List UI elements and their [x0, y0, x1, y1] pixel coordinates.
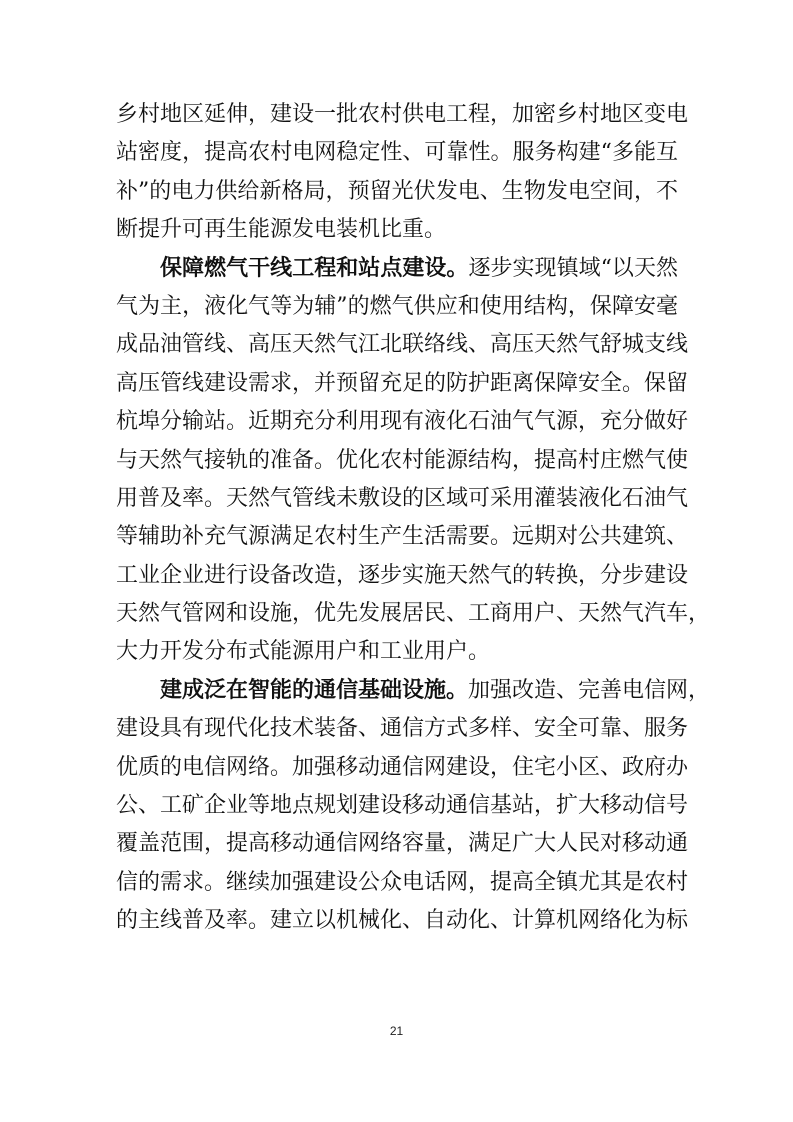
- text-line: 公、工矿企业等地点规划建设移动通信基站，扩大移动信号: [116, 793, 689, 819]
- paragraph-heading-gas: 保障燃气干线工程和站点建设。: [160, 255, 469, 281]
- text-line: 杭埠分输站。近期充分利用现有液化石油气气源，充分做好: [116, 409, 689, 435]
- body-text: [116, 96, 711, 941]
- paragraph-heading-telecom: 建成泛在智能的通信基础设施。: [160, 677, 469, 703]
- text-line: 用普及率。天然气管线未敷设的区域可采用灌装液化石油气: [116, 485, 689, 511]
- text-line: 覆盖范围，提高移动通信网络容量，满足广大人民对移动通: [116, 831, 689, 857]
- paragraph-text: 加强改造、完善电信网，: [468, 677, 711, 703]
- text-line: 站密度，提高农村电网稳定性、可靠性。服务构建“多能互: [116, 140, 678, 166]
- text-line: 高压管线建设需求，并预留充足的防护距离保障安全。保留: [116, 370, 689, 396]
- text-line: 的主线普及率。建立以机械化、自动化、计算机网络化为标: [116, 908, 689, 934]
- text-line: 建设具有现代化技术装备、通信方式多样、安全可靠、服务: [116, 716, 689, 742]
- text-line: 补”的电力供给新格局，预留光伏发电、生物发电空间，不: [116, 178, 678, 204]
- text-line: 优质的电信网络。加强移动通信网建设，住宅小区、政府办: [116, 754, 689, 780]
- text-line: 断提升可再生能源发电装机比重。: [116, 217, 447, 243]
- text-line: 等辅助补充气源满足农村生产生活需要。远期对公共建筑、: [116, 524, 689, 550]
- text-line: 信的需求。继续加强建设公众电话网，提高全镇尤其是农村: [116, 869, 689, 895]
- text-line: 成品油管线、高压天然气江北联络线、高压天然气舒城支线: [116, 332, 689, 358]
- text-line: 天然气管网和设施，优先发展居民、工商用户、天然气汽车，: [116, 601, 711, 627]
- paragraph-first-line: [116, 672, 711, 710]
- page-number: 21: [389, 1024, 404, 1038]
- text-line: 乡村地区延伸，建设一批农村供电工程，加密乡村地区变电: [116, 102, 689, 127]
- paragraph-text: 逐步实现镇域“以天然: [468, 255, 678, 281]
- text-line: 与天然气接轨的准备。优化农村能源结构，提高村庄燃气使: [116, 447, 689, 473]
- paragraph-first-line: [116, 250, 678, 288]
- text-line: 工业企业进行设备改造，逐步实施天然气的转换，分步建设: [116, 562, 689, 588]
- text-line: 气为主，液化气等为辅”的燃气供应和使用结构，保障安毫: [116, 293, 678, 319]
- text-line: 大力开发分布式能源用户和工业用户。: [116, 639, 491, 665]
